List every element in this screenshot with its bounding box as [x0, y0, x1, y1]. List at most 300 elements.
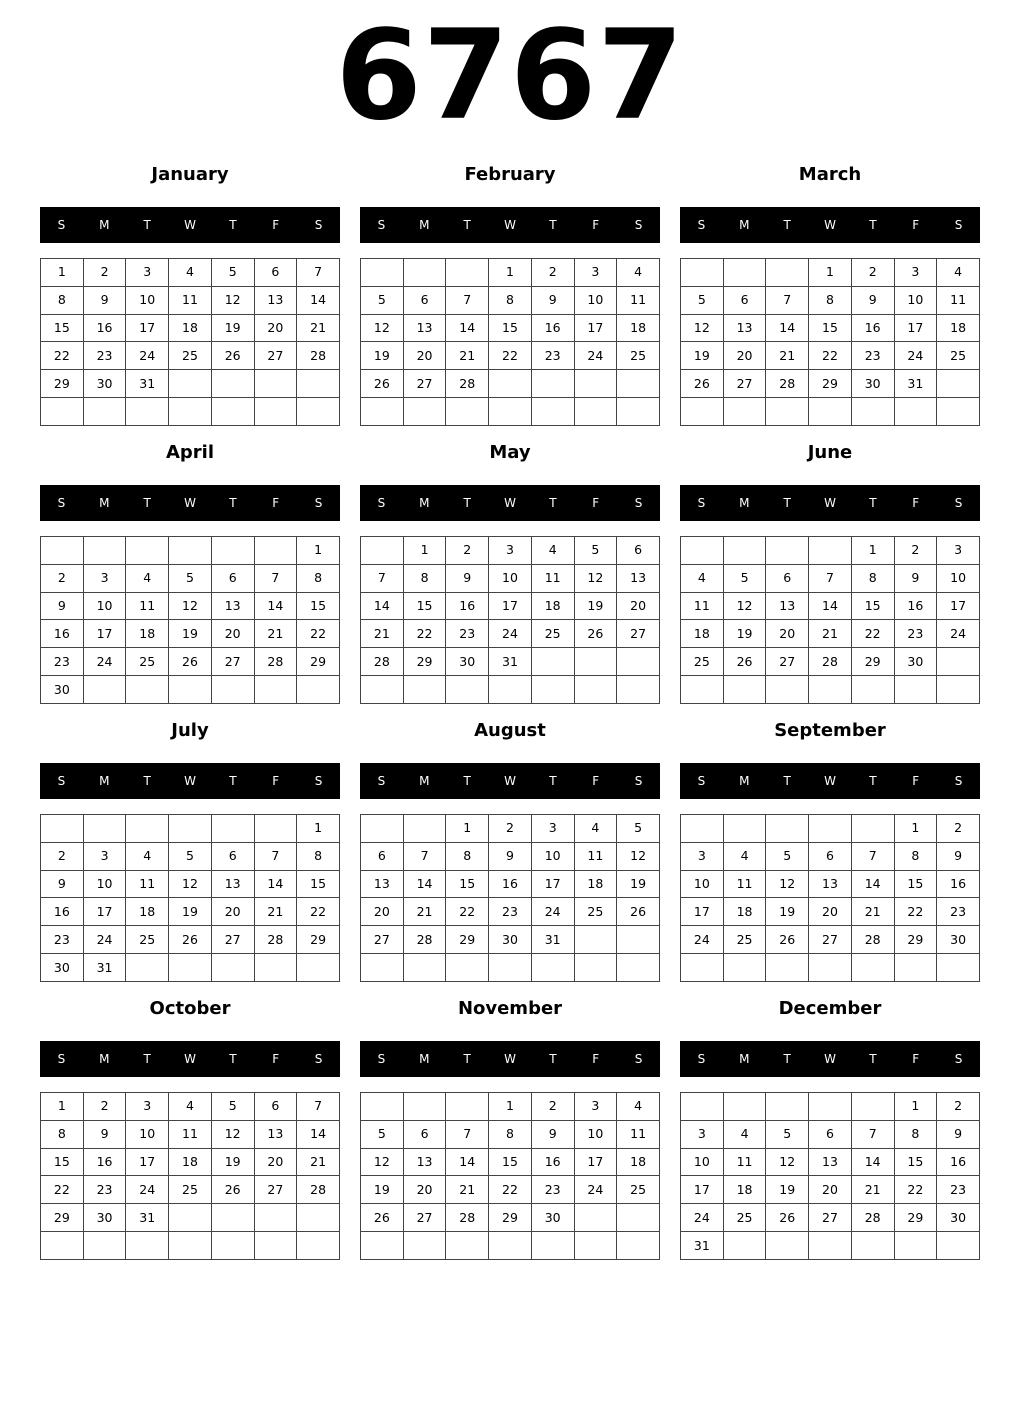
- weekday-label: W: [184, 774, 196, 788]
- weekday-label: T: [869, 218, 877, 232]
- week-row: [41, 870, 340, 898]
- weekday-label: T: [869, 1052, 877, 1066]
- day-cell: 11: [574, 842, 617, 870]
- day-cell: 7: [403, 842, 446, 870]
- day-cell: 25: [126, 926, 169, 954]
- day-cell: 7: [446, 1120, 489, 1148]
- day-cell: [254, 1204, 297, 1232]
- day-cell: 13: [403, 1148, 446, 1176]
- month-block: [680, 994, 980, 1264]
- day-cell: 27: [766, 648, 809, 676]
- day-cell: 16: [83, 314, 126, 342]
- day-cell: 17: [574, 1148, 617, 1176]
- weekday-label: W: [184, 1052, 196, 1066]
- day-cell: [681, 1093, 724, 1121]
- day-cell: 6: [766, 564, 809, 592]
- day-cell: 16: [41, 898, 84, 926]
- day-cell: 14: [297, 1120, 340, 1148]
- day-cell: 24: [489, 620, 532, 648]
- day-cell: [723, 1232, 766, 1260]
- day-cell: 19: [211, 314, 254, 342]
- day-cell: [41, 815, 84, 843]
- day-cell: 2: [83, 1093, 126, 1121]
- month-name: August: [474, 720, 546, 741]
- day-cell: [723, 954, 766, 982]
- week-row: [361, 815, 660, 843]
- day-cell: 10: [574, 1120, 617, 1148]
- day-cell: [297, 370, 340, 398]
- day-cell: [403, 954, 446, 982]
- day-cell: 23: [489, 898, 532, 926]
- day-cell: 18: [531, 592, 574, 620]
- day-cell: [489, 1232, 532, 1260]
- day-cell: 21: [851, 1176, 894, 1204]
- week-row: [681, 286, 980, 314]
- weekday-label: T: [463, 774, 471, 788]
- day-cell: 26: [766, 1204, 809, 1232]
- weekday-label: F: [912, 774, 920, 788]
- day-cell: 26: [574, 620, 617, 648]
- week-row: [41, 1120, 340, 1148]
- day-cell: 13: [809, 1148, 852, 1176]
- day-cell: 24: [126, 342, 169, 370]
- month-name: February: [464, 164, 556, 185]
- day-cell: 24: [937, 620, 980, 648]
- day-cell: 15: [894, 1148, 937, 1176]
- weekday-header: [360, 1041, 660, 1077]
- day-cell: 18: [169, 1148, 212, 1176]
- day-cell: 21: [403, 898, 446, 926]
- weekday-label: T: [463, 218, 471, 232]
- day-cell: 28: [403, 926, 446, 954]
- day-cell: 28: [446, 370, 489, 398]
- day-cell: 13: [766, 592, 809, 620]
- day-cell: 13: [617, 564, 660, 592]
- day-cell: 16: [937, 1148, 980, 1176]
- day-cell: 28: [361, 648, 404, 676]
- day-cell: 7: [254, 564, 297, 592]
- day-cell: 1: [297, 537, 340, 565]
- day-cell: 6: [403, 1120, 446, 1148]
- day-cell: [809, 1232, 852, 1260]
- month-name: July: [171, 720, 209, 741]
- day-cell: [617, 1204, 660, 1232]
- month-block: [360, 438, 660, 708]
- day-cell: [937, 954, 980, 982]
- day-cell: 25: [937, 342, 980, 370]
- day-cell: 21: [851, 898, 894, 926]
- day-cell: 22: [809, 342, 852, 370]
- day-cell: [446, 259, 489, 287]
- week-row: [361, 1093, 660, 1121]
- day-cell: [766, 1232, 809, 1260]
- day-grid: [680, 536, 980, 704]
- day-cell: 8: [809, 286, 852, 314]
- day-cell: 20: [617, 592, 660, 620]
- day-cell: 9: [41, 870, 84, 898]
- day-cell: 11: [126, 592, 169, 620]
- week-row: [41, 620, 340, 648]
- day-cell: [211, 1232, 254, 1260]
- day-cell: 17: [681, 898, 724, 926]
- day-grid: [40, 536, 340, 704]
- week-row: [361, 1204, 660, 1232]
- week-row: [361, 620, 660, 648]
- day-cell: [446, 1093, 489, 1121]
- day-cell: [617, 1232, 660, 1260]
- day-cell: 17: [574, 314, 617, 342]
- week-row: [681, 342, 980, 370]
- day-cell: 9: [937, 1120, 980, 1148]
- day-cell: 28: [254, 926, 297, 954]
- day-cell: [894, 1232, 937, 1260]
- weekday-header: [40, 763, 340, 799]
- weekday-label: M: [739, 218, 750, 232]
- day-cell: 2: [489, 815, 532, 843]
- day-cell: [851, 1093, 894, 1121]
- weekday-label: S: [377, 496, 386, 510]
- weekday-label: F: [592, 774, 600, 788]
- day-cell: 25: [617, 1176, 660, 1204]
- day-cell: [489, 370, 532, 398]
- day-cell: 29: [403, 648, 446, 676]
- day-cell: 3: [126, 1093, 169, 1121]
- weekday-label: M: [99, 774, 110, 788]
- day-cell: 23: [937, 1176, 980, 1204]
- day-cell: 31: [531, 926, 574, 954]
- day-cell: 15: [894, 870, 937, 898]
- day-cell: [297, 1232, 340, 1260]
- week-row: [41, 898, 340, 926]
- week-row: [681, 370, 980, 398]
- day-cell: [681, 676, 724, 704]
- day-cell: 31: [489, 648, 532, 676]
- day-cell: 12: [169, 592, 212, 620]
- day-cell: 23: [83, 1176, 126, 1204]
- day-cell: 24: [894, 342, 937, 370]
- day-cell: 15: [297, 592, 340, 620]
- month-name: December: [778, 998, 882, 1019]
- day-cell: 21: [446, 342, 489, 370]
- day-cell: 8: [894, 842, 937, 870]
- day-cell: 15: [489, 314, 532, 342]
- weekday-label: M: [419, 1052, 430, 1066]
- day-cell: 20: [723, 342, 766, 370]
- weekday-label: T: [783, 496, 791, 510]
- day-cell: 4: [723, 1120, 766, 1148]
- day-cell: [574, 676, 617, 704]
- day-cell: 29: [446, 926, 489, 954]
- day-cell: [211, 1204, 254, 1232]
- day-cell: [489, 954, 532, 982]
- day-cell: 13: [211, 870, 254, 898]
- day-cell: 17: [83, 898, 126, 926]
- day-cell: [531, 648, 574, 676]
- day-cell: 1: [894, 815, 937, 843]
- day-cell: 6: [809, 1120, 852, 1148]
- day-cell: [574, 398, 617, 426]
- day-cell: 9: [937, 842, 980, 870]
- day-cell: 10: [83, 592, 126, 620]
- day-cell: 19: [681, 342, 724, 370]
- day-cell: 14: [297, 286, 340, 314]
- day-cell: [489, 676, 532, 704]
- day-cell: 19: [169, 898, 212, 926]
- day-cell: 30: [83, 370, 126, 398]
- day-cell: 29: [297, 926, 340, 954]
- day-cell: 14: [851, 1148, 894, 1176]
- day-cell: 12: [361, 1148, 404, 1176]
- day-cell: 28: [809, 648, 852, 676]
- day-cell: 21: [446, 1176, 489, 1204]
- week-row: [41, 842, 340, 870]
- day-cell: 5: [574, 537, 617, 565]
- day-cell: 20: [809, 1176, 852, 1204]
- day-cell: [809, 1093, 852, 1121]
- day-cell: 17: [83, 620, 126, 648]
- day-cell: 22: [41, 342, 84, 370]
- day-cell: 15: [41, 314, 84, 342]
- week-row: [361, 398, 660, 426]
- day-cell: [361, 398, 404, 426]
- day-cell: 5: [723, 564, 766, 592]
- day-cell: 8: [403, 564, 446, 592]
- weekday-label: S: [634, 1052, 643, 1066]
- day-cell: [254, 398, 297, 426]
- month-block: [360, 994, 660, 1264]
- week-row: [41, 259, 340, 287]
- day-cell: 26: [169, 926, 212, 954]
- month-block: [40, 438, 340, 708]
- month-block: [360, 160, 660, 430]
- weekday-header: [360, 763, 660, 799]
- day-cell: [809, 815, 852, 843]
- day-cell: [894, 954, 937, 982]
- weekday-label: S: [954, 1052, 963, 1066]
- week-row: [361, 564, 660, 592]
- day-cell: 18: [681, 620, 724, 648]
- week-row: [681, 1120, 980, 1148]
- weekday-label: T: [869, 496, 877, 510]
- week-row: [361, 370, 660, 398]
- day-cell: 11: [617, 286, 660, 314]
- week-row: [361, 592, 660, 620]
- day-cell: 30: [489, 926, 532, 954]
- day-cell: 21: [297, 1148, 340, 1176]
- day-cell: 22: [894, 898, 937, 926]
- day-cell: 9: [489, 842, 532, 870]
- day-cell: 8: [489, 286, 532, 314]
- day-cell: [766, 676, 809, 704]
- day-cell: 21: [254, 620, 297, 648]
- day-cell: 15: [851, 592, 894, 620]
- weekday-label: S: [697, 774, 706, 788]
- day-cell: [361, 537, 404, 565]
- weekday-label: M: [739, 774, 750, 788]
- day-cell: 2: [937, 815, 980, 843]
- week-row: [361, 1148, 660, 1176]
- day-cell: 18: [723, 898, 766, 926]
- day-cell: [723, 398, 766, 426]
- weekday-label: T: [783, 218, 791, 232]
- day-cell: 24: [681, 926, 724, 954]
- day-cell: [169, 1232, 212, 1260]
- day-cell: 12: [681, 314, 724, 342]
- day-cell: 17: [126, 1148, 169, 1176]
- day-cell: 16: [531, 1148, 574, 1176]
- weekday-label: F: [272, 774, 280, 788]
- weekday-label: F: [272, 1052, 280, 1066]
- week-row: [681, 870, 980, 898]
- day-cell: [169, 676, 212, 704]
- day-cell: 27: [211, 648, 254, 676]
- day-cell: 16: [937, 870, 980, 898]
- day-cell: 12: [574, 564, 617, 592]
- day-cell: [169, 815, 212, 843]
- day-cell: [126, 1232, 169, 1260]
- day-cell: 17: [894, 314, 937, 342]
- day-cell: 23: [531, 1176, 574, 1204]
- week-row: [41, 648, 340, 676]
- weekday-label: W: [504, 218, 516, 232]
- day-cell: 12: [617, 842, 660, 870]
- week-row: [681, 1148, 980, 1176]
- week-row: [361, 676, 660, 704]
- day-cell: 21: [809, 620, 852, 648]
- day-cell: [126, 398, 169, 426]
- month-block: [680, 438, 980, 708]
- day-cell: 15: [489, 1148, 532, 1176]
- day-cell: 7: [851, 1120, 894, 1148]
- day-cell: 22: [297, 898, 340, 926]
- week-row: [681, 592, 980, 620]
- day-cell: [531, 370, 574, 398]
- day-cell: 4: [937, 259, 980, 287]
- day-cell: 7: [766, 286, 809, 314]
- weekday-label: T: [229, 496, 237, 510]
- day-cell: 19: [211, 1148, 254, 1176]
- day-cell: [83, 676, 126, 704]
- weekday-label: S: [634, 774, 643, 788]
- day-cell: 27: [211, 926, 254, 954]
- week-row: [681, 954, 980, 982]
- weekday-header: [680, 207, 980, 243]
- weekday-header: [40, 485, 340, 521]
- weekday-label: S: [954, 774, 963, 788]
- day-cell: 23: [41, 926, 84, 954]
- weekday-label: S: [314, 1052, 323, 1066]
- day-cell: [41, 1232, 84, 1260]
- day-cell: [254, 537, 297, 565]
- day-cell: [681, 537, 724, 565]
- weekday-label: S: [314, 218, 323, 232]
- month-name: November: [457, 998, 563, 1019]
- day-cell: 16: [894, 592, 937, 620]
- day-cell: 5: [169, 564, 212, 592]
- weekday-label: F: [912, 218, 920, 232]
- day-cell: 22: [489, 342, 532, 370]
- day-cell: 15: [809, 314, 852, 342]
- day-cell: [297, 676, 340, 704]
- day-cell: 7: [297, 259, 340, 287]
- week-row: [681, 1204, 980, 1232]
- day-cell: 10: [574, 286, 617, 314]
- weekday-label: W: [184, 496, 196, 510]
- day-cell: 6: [211, 842, 254, 870]
- day-cell: [851, 954, 894, 982]
- day-cell: 9: [41, 592, 84, 620]
- day-cell: 28: [851, 1204, 894, 1232]
- day-cell: [894, 398, 937, 426]
- day-cell: 30: [531, 1204, 574, 1232]
- day-cell: [446, 676, 489, 704]
- day-cell: [681, 398, 724, 426]
- weekday-label: M: [739, 1052, 750, 1066]
- day-cell: 20: [254, 314, 297, 342]
- weekday-label: T: [143, 1052, 151, 1066]
- day-cell: 19: [361, 342, 404, 370]
- day-cell: 29: [851, 648, 894, 676]
- day-cell: 22: [446, 898, 489, 926]
- day-cell: [723, 1093, 766, 1121]
- day-cell: [617, 676, 660, 704]
- day-cell: 16: [531, 314, 574, 342]
- day-cell: 15: [297, 870, 340, 898]
- day-cell: 26: [211, 342, 254, 370]
- weekday-label: M: [419, 774, 430, 788]
- week-row: [361, 286, 660, 314]
- day-cell: 12: [766, 1148, 809, 1176]
- day-cell: 30: [937, 926, 980, 954]
- day-cell: 20: [809, 898, 852, 926]
- day-cell: 21: [297, 314, 340, 342]
- day-cell: 22: [489, 1176, 532, 1204]
- day-cell: 27: [809, 926, 852, 954]
- day-cell: [126, 676, 169, 704]
- day-cell: [211, 398, 254, 426]
- weekday-label: T: [869, 774, 877, 788]
- day-cell: [531, 1232, 574, 1260]
- day-cell: 10: [937, 564, 980, 592]
- day-cell: 4: [126, 564, 169, 592]
- day-cell: 3: [83, 842, 126, 870]
- month-name: June: [807, 442, 853, 463]
- weekday-header: [360, 485, 660, 521]
- day-cell: 31: [83, 954, 126, 982]
- day-cell: 10: [531, 842, 574, 870]
- day-cell: 6: [361, 842, 404, 870]
- day-cell: [83, 815, 126, 843]
- day-cell: 30: [446, 648, 489, 676]
- day-cell: 22: [403, 620, 446, 648]
- month-name: May: [489, 442, 531, 463]
- day-cell: [254, 676, 297, 704]
- week-row: [41, 370, 340, 398]
- day-cell: 18: [126, 898, 169, 926]
- day-cell: 18: [617, 1148, 660, 1176]
- day-cell: 23: [446, 620, 489, 648]
- day-cell: 24: [83, 926, 126, 954]
- weekday-label: F: [592, 496, 600, 510]
- day-grid: [680, 814, 980, 982]
- day-cell: 1: [403, 537, 446, 565]
- week-row: [41, 1204, 340, 1232]
- day-cell: [937, 398, 980, 426]
- day-cell: [446, 954, 489, 982]
- day-cell: [937, 1232, 980, 1260]
- day-cell: 3: [681, 1120, 724, 1148]
- day-cell: 11: [681, 592, 724, 620]
